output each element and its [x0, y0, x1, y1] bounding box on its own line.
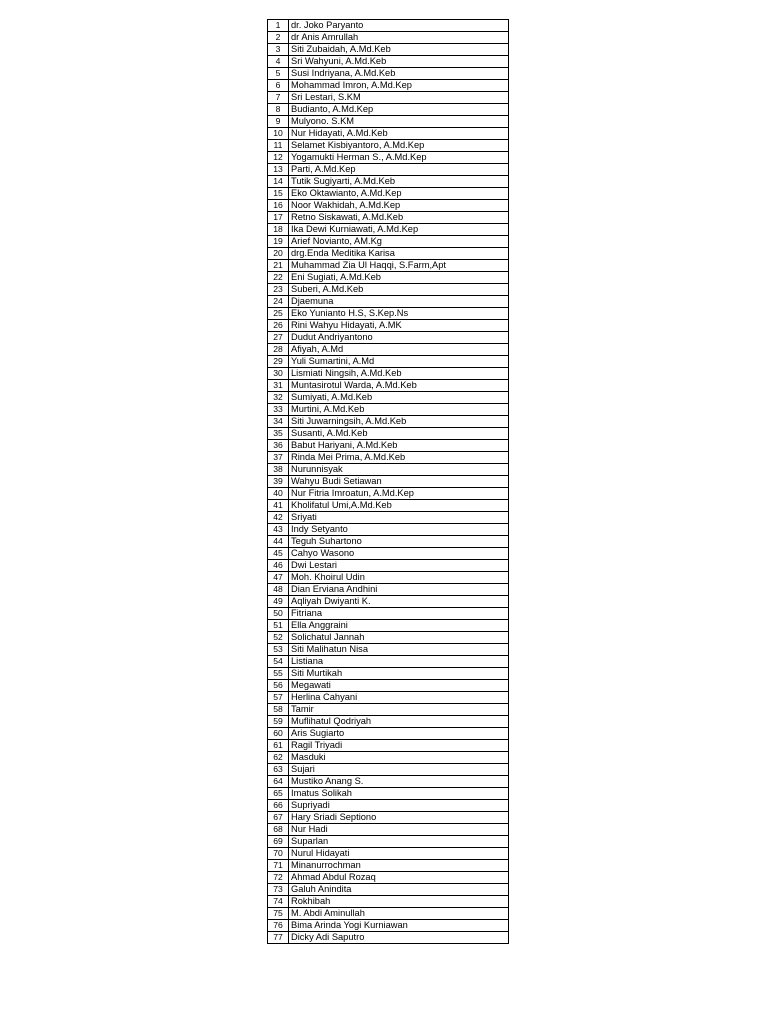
row-number-cell: 25 — [268, 308, 289, 320]
row-number-cell: 71 — [268, 860, 289, 872]
row-number-cell: 13 — [268, 164, 289, 176]
staff-name-cell: Mohammad Imron, A.Md.Kep — [289, 80, 509, 92]
staff-name-cell: Tutik Sugiyarti, A.Md.Keb — [289, 176, 509, 188]
row-number-cell: 63 — [268, 764, 289, 776]
table-row — [268, 668, 509, 680]
row-number-cell: 67 — [268, 812, 289, 824]
staff-name-cell: Aris Sugiarto — [289, 728, 509, 740]
staff-name-cell: Minanurrochman — [289, 860, 509, 872]
staff-name-cell: Solichatul Jannah — [289, 632, 509, 644]
table-row — [268, 920, 509, 932]
table-row — [268, 80, 509, 92]
staff-name-cell: Siti Malihatun Nisa — [289, 644, 509, 656]
staff-name-cell: Muflihatul Qodriyah — [289, 716, 509, 728]
table-row — [268, 548, 509, 560]
table-row — [268, 212, 509, 224]
row-number-cell: 54 — [268, 656, 289, 668]
staff-name-cell: Aqliyah Dwiyanti K. — [289, 596, 509, 608]
table-row — [268, 296, 509, 308]
staff-name-cell: Budianto, A.Md.Kep — [289, 104, 509, 116]
staff-name-cell: Susi Indriyana, A.Md.Keb — [289, 68, 509, 80]
table-row — [268, 524, 509, 536]
staff-name-cell: Dicky Adi Saputro — [289, 932, 509, 944]
staff-name-cell: dr. Joko Paryanto — [289, 20, 509, 32]
table-row — [268, 188, 509, 200]
staff-name-cell: Bima Arinda Yogi Kurniawan — [289, 920, 509, 932]
staff-name-cell: Galuh Anindita — [289, 884, 509, 896]
row-number-cell: 48 — [268, 584, 289, 596]
table-row — [268, 176, 509, 188]
table-row — [268, 392, 509, 404]
row-number-cell: 19 — [268, 236, 289, 248]
table-row — [268, 788, 509, 800]
table-row — [268, 800, 509, 812]
table-row — [268, 44, 509, 56]
row-number-cell: 76 — [268, 920, 289, 932]
staff-name-cell: Sriyati — [289, 512, 509, 524]
staff-name-cell: Dudut Andriyantono — [289, 332, 509, 344]
row-number-cell: 68 — [268, 824, 289, 836]
row-number-cell: 32 — [268, 392, 289, 404]
row-number-cell: 41 — [268, 500, 289, 512]
staff-name-cell: Moh. Khoirul Udin — [289, 572, 509, 584]
table-row — [268, 932, 509, 944]
staff-name-cell: Herlina Cahyani — [289, 692, 509, 704]
staff-name-cell: Arief Novianto, AM.Kg — [289, 236, 509, 248]
row-number-cell: 7 — [268, 92, 289, 104]
row-number-cell: 49 — [268, 596, 289, 608]
row-number-cell: 15 — [268, 188, 289, 200]
table-row — [268, 380, 509, 392]
table-row — [268, 56, 509, 68]
table-row — [268, 332, 509, 344]
staff-name-cell: Nurul Hidayati — [289, 848, 509, 860]
staff-name-cell: Lismiati Ningsih, A.Md.Keb — [289, 368, 509, 380]
row-number-cell: 59 — [268, 716, 289, 728]
row-number-cell: 14 — [268, 176, 289, 188]
staff-name-cell: Siti Juwarningsih, A.Md.Keb — [289, 416, 509, 428]
staff-name-cell: Noor Wakhidah, A.Md.Kep — [289, 200, 509, 212]
table-row — [268, 344, 509, 356]
staff-name-cell: Wahyu Budi Setiawan — [289, 476, 509, 488]
staff-name-cell: Sri Lestari, S.KM — [289, 92, 509, 104]
staff-name-cell: Siti Zubaidah, A.Md.Keb — [289, 44, 509, 56]
staff-name-cell: Afiyah, A.Md — [289, 344, 509, 356]
staff-name-cell: Sujari — [289, 764, 509, 776]
row-number-cell: 66 — [268, 800, 289, 812]
row-number-cell: 40 — [268, 488, 289, 500]
staff-name-table-body — [268, 20, 509, 944]
table-row — [268, 776, 509, 788]
row-number-cell: 12 — [268, 152, 289, 164]
row-number-cell: 58 — [268, 704, 289, 716]
row-number-cell: 31 — [268, 380, 289, 392]
table-row — [268, 284, 509, 296]
table-row — [268, 128, 509, 140]
row-number-cell: 3 — [268, 44, 289, 56]
table-row — [268, 308, 509, 320]
row-number-cell: 17 — [268, 212, 289, 224]
row-number-cell: 50 — [268, 608, 289, 620]
table-row — [268, 692, 509, 704]
table-row — [268, 764, 509, 776]
staff-name-cell: Suberi, A.Md.Keb — [289, 284, 509, 296]
row-number-cell: 45 — [268, 548, 289, 560]
table-row — [268, 260, 509, 272]
staff-name-cell: Babut Hariyani, A.Md.Keb — [289, 440, 509, 452]
table-row — [268, 404, 509, 416]
staff-name-cell: Murtini, A.Md.Keb — [289, 404, 509, 416]
table-row — [268, 20, 509, 32]
staff-name-cell: Djaemuna — [289, 296, 509, 308]
staff-name-cell: Ragil Triyadi — [289, 740, 509, 752]
row-number-cell: 5 — [268, 68, 289, 80]
staff-name-cell: Rini Wahyu Hidayati, A.MK — [289, 320, 509, 332]
row-number-cell: 28 — [268, 344, 289, 356]
staff-name-cell: drg.Enda Meditika Karisa — [289, 248, 509, 260]
staff-name-cell: Tamir — [289, 704, 509, 716]
staff-name-cell: Supriyadi — [289, 800, 509, 812]
table-row — [268, 644, 509, 656]
table-row — [268, 728, 509, 740]
row-number-cell: 4 — [268, 56, 289, 68]
row-number-cell: 55 — [268, 668, 289, 680]
staff-name-cell: Ahmad Abdul Rozaq — [289, 872, 509, 884]
staff-name-cell: Megawati — [289, 680, 509, 692]
staff-name-cell: Dwi Lestari — [289, 560, 509, 572]
table-row — [268, 152, 509, 164]
row-number-cell: 24 — [268, 296, 289, 308]
table-row — [268, 164, 509, 176]
table-row — [268, 812, 509, 824]
staff-name-cell: Kholifatul Umi,A.Md.Keb — [289, 500, 509, 512]
table-row — [268, 320, 509, 332]
staff-name-cell: Yogamukti Herman S., A.Md.Kep — [289, 152, 509, 164]
table-row — [268, 512, 509, 524]
table-row — [268, 884, 509, 896]
staff-name-cell: Eko Yunianto H.S, S.Kep.Ns — [289, 308, 509, 320]
row-number-cell: 33 — [268, 404, 289, 416]
staff-name-cell: Fitriana — [289, 608, 509, 620]
table-row — [268, 500, 509, 512]
row-number-cell: 47 — [268, 572, 289, 584]
table-row — [268, 140, 509, 152]
table-row — [268, 32, 509, 44]
table-row — [268, 200, 509, 212]
table-row — [268, 860, 509, 872]
table-row — [268, 356, 509, 368]
table-row — [268, 272, 509, 284]
row-number-cell: 70 — [268, 848, 289, 860]
staff-name-cell: Imatus Solikah — [289, 788, 509, 800]
staff-name-cell: dr Anis Amrullah — [289, 32, 509, 44]
staff-name-cell: Nur Fitria Imroatun, A.Md.Kep — [289, 488, 509, 500]
table-row — [268, 716, 509, 728]
row-number-cell: 6 — [268, 80, 289, 92]
table-row — [268, 224, 509, 236]
staff-name-cell: Muhammad Zia Ul Haqqi, S.Farm,Apt — [289, 260, 509, 272]
row-number-cell: 20 — [268, 248, 289, 260]
row-number-cell: 26 — [268, 320, 289, 332]
row-number-cell: 57 — [268, 692, 289, 704]
staff-name-cell: M. Abdi Aminullah — [289, 908, 509, 920]
row-number-cell: 35 — [268, 428, 289, 440]
staff-name-cell: Rinda Mei Prima, A.Md.Keb — [289, 452, 509, 464]
row-number-cell: 23 — [268, 284, 289, 296]
table-row — [268, 452, 509, 464]
table-row — [268, 620, 509, 632]
staff-name-cell: Parti, A.Md.Kep — [289, 164, 509, 176]
staff-name-cell: Nurunnisyak — [289, 464, 509, 476]
row-number-cell: 62 — [268, 752, 289, 764]
row-number-cell: 11 — [268, 140, 289, 152]
row-number-cell: 21 — [268, 260, 289, 272]
staff-name-cell: Muntasirotul Warda, A.Md.Keb — [289, 380, 509, 392]
table-row — [268, 488, 509, 500]
table-row — [268, 848, 509, 860]
staff-name-cell: Rokhibah — [289, 896, 509, 908]
staff-name-cell: Eni Sugiati, A.Md.Keb — [289, 272, 509, 284]
table-row — [268, 740, 509, 752]
row-number-cell: 72 — [268, 872, 289, 884]
table-row — [268, 896, 509, 908]
staff-name-cell: Sri Wahyuni, A.Md.Keb — [289, 56, 509, 68]
row-number-cell: 9 — [268, 116, 289, 128]
table-row — [268, 248, 509, 260]
table-row — [268, 572, 509, 584]
table-row — [268, 536, 509, 548]
staff-name-table — [267, 19, 509, 944]
row-number-cell: 38 — [268, 464, 289, 476]
row-number-cell: 65 — [268, 788, 289, 800]
row-number-cell: 1 — [268, 20, 289, 32]
row-number-cell: 29 — [268, 356, 289, 368]
table-row — [268, 908, 509, 920]
row-number-cell: 39 — [268, 476, 289, 488]
staff-name-cell: Teguh Suhartono — [289, 536, 509, 548]
row-number-cell: 69 — [268, 836, 289, 848]
row-number-cell: 44 — [268, 536, 289, 548]
staff-name-cell: Eko Oktawianto, A.Md.Kep — [289, 188, 509, 200]
table-row — [268, 596, 509, 608]
staff-name-cell: Masduki — [289, 752, 509, 764]
row-number-cell: 34 — [268, 416, 289, 428]
staff-name-cell: Ika Dewi Kurniawati, A.Md.Kep — [289, 224, 509, 236]
table-row — [268, 608, 509, 620]
staff-name-cell: Indy Setyanto — [289, 524, 509, 536]
staff-name-cell: Nur Hidayati, A.Md.Keb — [289, 128, 509, 140]
row-number-cell: 74 — [268, 896, 289, 908]
staff-name-cell: Cahyo Wasono — [289, 548, 509, 560]
row-number-cell: 51 — [268, 620, 289, 632]
staff-name-cell: Listiana — [289, 656, 509, 668]
row-number-cell: 18 — [268, 224, 289, 236]
row-number-cell: 61 — [268, 740, 289, 752]
staff-name-cell: Siti Murtikah — [289, 668, 509, 680]
staff-name-cell: Dian Erviana Andhini — [289, 584, 509, 596]
row-number-cell: 2 — [268, 32, 289, 44]
table-row — [268, 464, 509, 476]
row-number-cell: 53 — [268, 644, 289, 656]
staff-name-cell: Mulyono. S.KM — [289, 116, 509, 128]
staff-name-cell: Nur Hadi — [289, 824, 509, 836]
staff-name-cell: Sumiyati, A.Md.Keb — [289, 392, 509, 404]
row-number-cell: 22 — [268, 272, 289, 284]
row-number-cell: 73 — [268, 884, 289, 896]
row-number-cell: 30 — [268, 368, 289, 380]
row-number-cell: 64 — [268, 776, 289, 788]
table-row — [268, 428, 509, 440]
table-row — [268, 368, 509, 380]
table-row — [268, 416, 509, 428]
row-number-cell: 10 — [268, 128, 289, 140]
staff-name-cell: Mustiko Anang S. — [289, 776, 509, 788]
row-number-cell: 52 — [268, 632, 289, 644]
row-number-cell: 16 — [268, 200, 289, 212]
table-row — [268, 836, 509, 848]
row-number-cell: 36 — [268, 440, 289, 452]
table-row — [268, 632, 509, 644]
staff-name-cell: Selamet Kisbiyantoro, A.Md.Kep — [289, 140, 509, 152]
row-number-cell: 8 — [268, 104, 289, 116]
row-number-cell: 75 — [268, 908, 289, 920]
table-row — [268, 656, 509, 668]
table-row — [268, 872, 509, 884]
staff-name-cell: Yuli Sumartini, A.Md — [289, 356, 509, 368]
row-number-cell: 60 — [268, 728, 289, 740]
staff-name-cell: Susanti, A.Md.Keb — [289, 428, 509, 440]
table-row — [268, 560, 509, 572]
staff-name-cell: Suparlan — [289, 836, 509, 848]
staff-name-cell: Retno Siskawati, A.Md.Keb — [289, 212, 509, 224]
table-row — [268, 440, 509, 452]
staff-name-cell: Hary Sriadi Septiono — [289, 812, 509, 824]
row-number-cell: 42 — [268, 512, 289, 524]
table-row — [268, 104, 509, 116]
table-row — [268, 92, 509, 104]
table-row — [268, 236, 509, 248]
table-row — [268, 680, 509, 692]
row-number-cell: 46 — [268, 560, 289, 572]
table-row — [268, 824, 509, 836]
table-row — [268, 476, 509, 488]
row-number-cell: 27 — [268, 332, 289, 344]
table-row — [268, 68, 509, 80]
row-number-cell: 77 — [268, 932, 289, 944]
table-row — [268, 752, 509, 764]
table-row — [268, 584, 509, 596]
row-number-cell: 43 — [268, 524, 289, 536]
table-row — [268, 704, 509, 716]
staff-name-cell: Ella Anggraini — [289, 620, 509, 632]
row-number-cell: 56 — [268, 680, 289, 692]
table-row — [268, 116, 509, 128]
row-number-cell: 37 — [268, 452, 289, 464]
